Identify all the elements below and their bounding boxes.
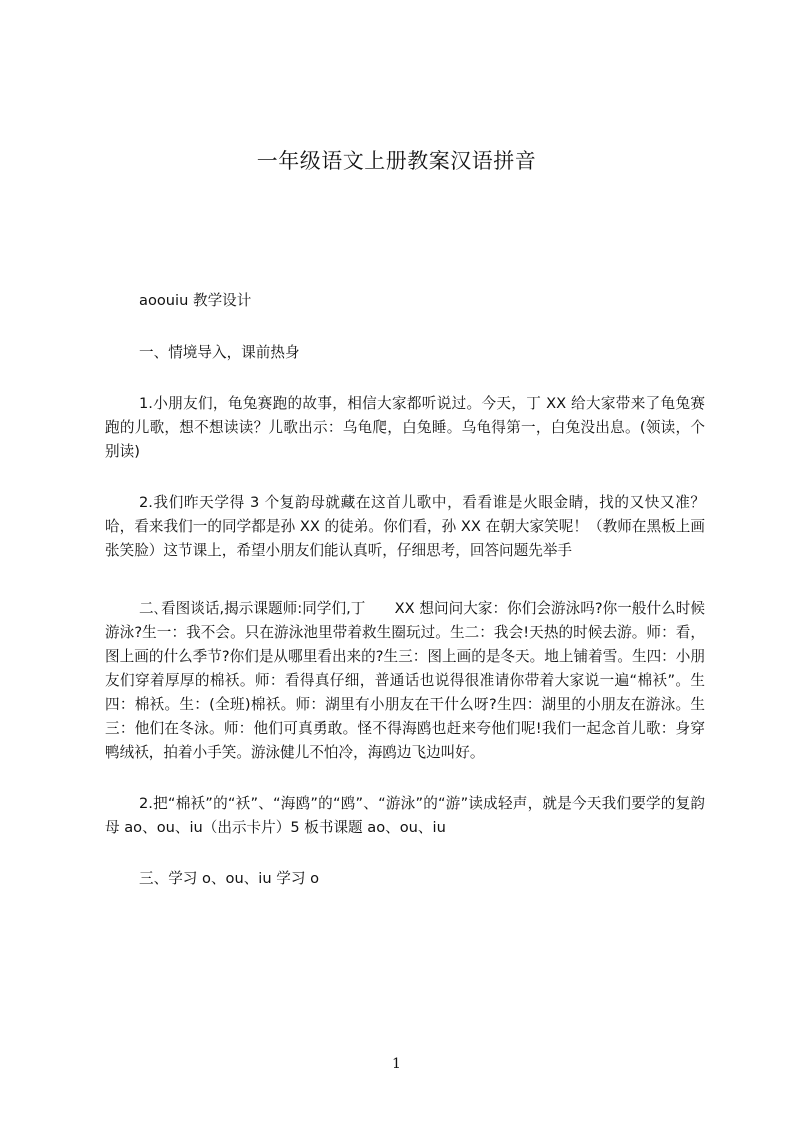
paragraph-neutral-tone: 2.把“棉袄”的“袄”、“海鸥”的“鸥”、“游泳”的“游”读成轻声，就是今天我们要学的复韵母 ao、ou、iu（出示卡片）5 板书课题 ao、ou、iu	[105, 795, 705, 836]
page-number: 1	[392, 1056, 401, 1072]
document-title: 一年级语文上册教案汉语拼音	[256, 149, 537, 173]
section-heading-learn: 三、学习 o、ou、iu 学习 o	[139, 870, 320, 887]
section-heading-picture-talk: 二､看图谈话,揭示课题师:同学们,丁 XX 想问问大家：你们会游泳吗?你一般什么时候游泳?生一：我不会。只在游泳池里带着救生圈玩过。生二：我会!天热的时候去游。师：看，图上画的什么季节?你们是从哪里看出来的?生三：图上画的是冬天。地上铺着雪。生四：小朋友们穿着厚厚的棉袄。师：看得真仔细，普通话也说得很准请你带着大家说一遍“棉袄”。生四：棉袄。生：(全班)棉袄。师：湖里有小朋友在干什么呀?生四：湖里的小朋友在游泳。生三：他们在冬泳。师：他们可真勇敢。怪不得海鸥也赶来夸他们呢!我们一起念首儿歌：身穿鸭绒袄，拍着小手笑。游泳健儿不怕冷，海鸥边飞边叫好。	[105, 600, 705, 761]
section-heading-intro: 一、情境导入，课前热身	[139, 344, 300, 361]
paragraph-compound-finals: 2.我们昨天学得 3 个复韵母就藏在这首儿歌中，看看谁是火眼金睛，找的又快又准？哈，看来我们一的同学都是孙 XX 的徒弟。你们看，孙 XX 在朝大家笑呢！（教师在黑板上画张笑脸）这节课上，希望小朋友们能认真听，仔细思考，回答问题先举手	[105, 494, 705, 559]
paragraph-tortoise-hare: 1.小朋友们，龟兔赛跑的故事，相信大家都听说过。今天，丁 XX 给大家带来了龟兔赛跑的儿歌，想不想读读？儿歌出示：乌龟爬，白兔睡。乌龟得第一，白兔没出息。(领读，个别读)	[105, 395, 705, 460]
document-body	[105, 289, 705, 891]
paragraph-lesson-design: aoouiu 教学设计	[139, 292, 252, 309]
